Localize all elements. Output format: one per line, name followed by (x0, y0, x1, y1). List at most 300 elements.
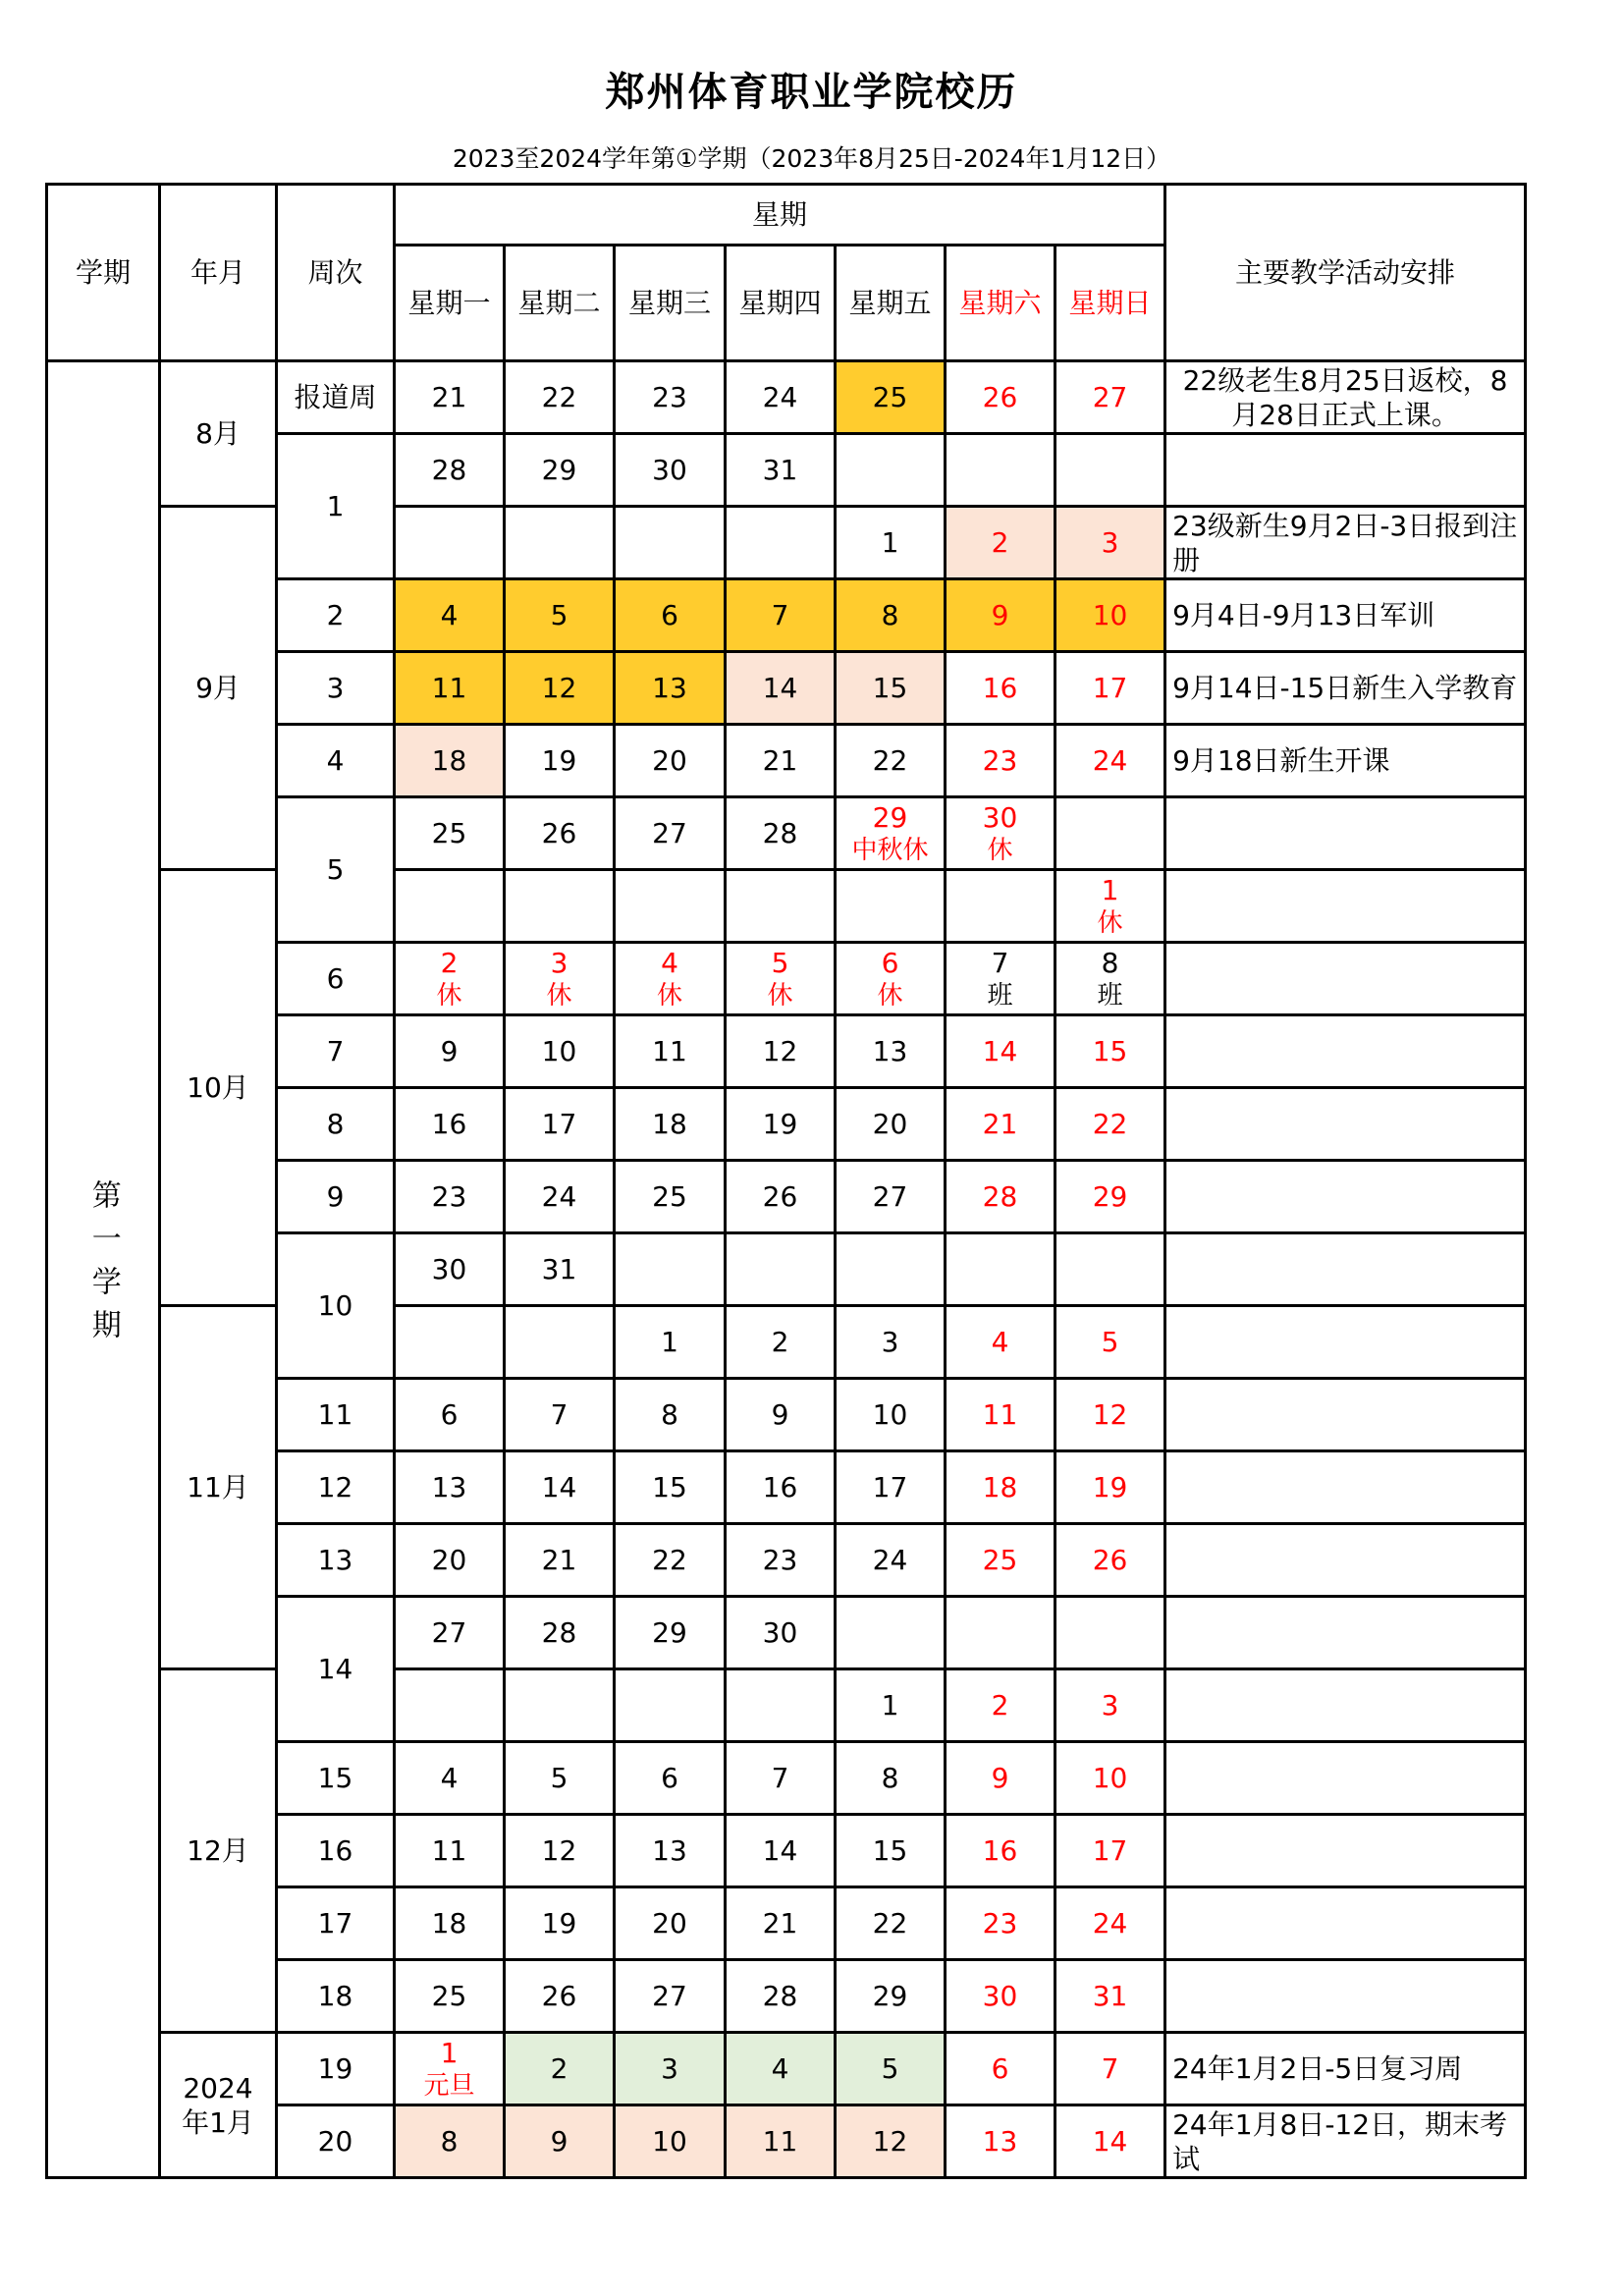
day-number: 24 (1092, 1907, 1128, 1940)
day-cell (395, 1379, 505, 1451)
day-cell (505, 2033, 615, 2105)
day-cell (395, 1233, 505, 1306)
day-cell (1055, 1379, 1165, 1451)
day-cell (946, 1015, 1055, 1088)
day-number: 28 (762, 1980, 798, 2012)
day-cell (946, 652, 1055, 725)
day-cell (726, 725, 836, 797)
day-cell (836, 1524, 946, 1597)
day-cell (395, 1669, 505, 1742)
day-cell (615, 1597, 726, 1669)
day-number: 27 (872, 1180, 908, 1213)
day-cell (726, 1161, 836, 1233)
activity-cell: 23级新生9月2日-3日报到注册 (1165, 507, 1526, 579)
week-number-cell: 5 (277, 797, 395, 943)
day-number: 23 (652, 381, 687, 413)
day-cell (395, 797, 505, 870)
day-number: 19 (541, 1907, 577, 1940)
day-cell (615, 579, 726, 652)
day-number: 1 (661, 1326, 678, 1358)
day-cell (395, 1451, 505, 1524)
day-number: 5 (1101, 1326, 1119, 1358)
term-cell (47, 361, 160, 2178)
day-number: 12 (762, 1035, 798, 1067)
activity-cell (1165, 1524, 1526, 1597)
day-number: 14 (982, 1035, 1018, 1067)
day-number: 12 (541, 672, 577, 704)
day-cell (946, 1597, 1055, 1669)
day-number: 9 (440, 1035, 459, 1067)
day-note: 休 (546, 980, 572, 1011)
day-cell (1055, 361, 1165, 434)
day-cell (505, 1233, 615, 1306)
day-cell (946, 870, 1055, 943)
day-number: 11 (431, 672, 467, 704)
day-number: 10 (872, 1398, 908, 1431)
day-cell (615, 1233, 726, 1306)
day-cell (1055, 1524, 1165, 1597)
day-cell (505, 1379, 615, 1451)
day-number: 9 (991, 599, 1009, 631)
day-cell (505, 725, 615, 797)
day-number: 25 (652, 1180, 687, 1213)
day-number: 7 (1101, 2052, 1119, 2085)
day-cell (726, 1815, 836, 1887)
day-number: 5 (550, 599, 568, 631)
day-number: 15 (872, 672, 908, 704)
week-number-cell: 16 (277, 1815, 395, 1887)
day-cell (836, 507, 946, 579)
day-cell (505, 1815, 615, 1887)
day-number: 19 (1092, 1471, 1128, 1503)
day-number: 28 (541, 1616, 577, 1649)
activity-cell (1165, 1669, 1526, 1742)
day-number: 26 (1092, 1544, 1128, 1576)
day-number: 10 (1092, 599, 1128, 631)
activity-cell: 24年1月2日-5日复习周 (1165, 2033, 1526, 2105)
table-row (47, 507, 1526, 579)
header-saturday: 星期六 (946, 246, 1055, 361)
day-cell (395, 652, 505, 725)
day-number: 25 (982, 1544, 1018, 1576)
day-number: 24 (872, 1544, 908, 1576)
day-number: 29 (872, 800, 908, 834)
day-cell (395, 1815, 505, 1887)
day-cell (726, 797, 836, 870)
day-number: 8 (661, 1398, 678, 1431)
week-number-cell: 18 (277, 1960, 395, 2033)
day-cell (836, 1015, 946, 1088)
activity-cell (1165, 1379, 1526, 1451)
day-number: 17 (872, 1471, 908, 1503)
day-number: 6 (991, 2052, 1009, 2085)
day-cell (946, 1524, 1055, 1597)
day-cell (836, 1088, 946, 1161)
week-number-cell: 11 (277, 1379, 395, 1451)
day-number: 12 (1092, 1398, 1128, 1431)
day-cell (726, 1960, 836, 2033)
day-cell (505, 1306, 615, 1379)
day-cell (505, 943, 615, 1015)
day-cell (946, 943, 1055, 1015)
day-cell (946, 1960, 1055, 2033)
day-number: 13 (431, 1471, 467, 1503)
day-cell (836, 361, 946, 434)
day-number: 2 (550, 2052, 568, 2085)
term-label: 第一学期 (85, 1178, 121, 1352)
day-cell (1055, 579, 1165, 652)
day-cell (505, 797, 615, 870)
day-cell (1055, 1015, 1165, 1088)
day-number: 25 (872, 381, 908, 413)
day-cell (615, 797, 726, 870)
day-cell (615, 943, 726, 1015)
activity-cell: 9月14日-15日新生入学教育 (1165, 652, 1526, 725)
day-number: 24 (541, 1180, 577, 1213)
header-wednesday: 星期三 (615, 246, 726, 361)
day-cell (726, 943, 836, 1015)
day-cell (615, 1451, 726, 1524)
day-cell (1055, 1887, 1165, 1960)
day-number: 13 (652, 1834, 687, 1867)
day-number: 3 (661, 2052, 678, 2085)
day-cell (836, 652, 946, 725)
day-note: 班 (1097, 980, 1123, 1011)
day-cell (836, 1815, 946, 1887)
week-number-cell: 20 (277, 2105, 395, 2178)
month-cell: 10月 (160, 870, 277, 1306)
day-cell (726, 1451, 836, 1524)
day-cell (946, 1815, 1055, 1887)
day-number: 3 (1101, 526, 1119, 559)
day-cell (946, 725, 1055, 797)
day-note: 休 (987, 835, 1013, 865)
day-number: 30 (431, 1253, 467, 1285)
day-cell (505, 579, 615, 652)
day-cell (726, 870, 836, 943)
week-number-cell: 10 (277, 1233, 395, 1379)
day-number: 21 (982, 1108, 1018, 1140)
day-cell (505, 1669, 615, 1742)
day-cell (946, 2033, 1055, 2105)
day-number: 9 (550, 2125, 568, 2158)
day-cell (1055, 1669, 1165, 1742)
day-cell (1055, 870, 1165, 943)
day-cell (836, 1161, 946, 1233)
day-cell (615, 1161, 726, 1233)
week-number-cell: 13 (277, 1524, 395, 1597)
day-number: 31 (541, 1253, 577, 1285)
day-number: 4 (991, 1326, 1009, 1358)
day-cell (505, 1015, 615, 1088)
day-cell (836, 1742, 946, 1815)
week-number-cell: 1 (277, 434, 395, 579)
day-number: 1 (440, 2036, 459, 2069)
day-cell (395, 507, 505, 579)
day-cell (1055, 1815, 1165, 1887)
day-number: 3 (550, 946, 568, 979)
day-cell (615, 1887, 726, 1960)
day-cell (836, 1669, 946, 1742)
day-number: 6 (881, 946, 899, 979)
day-number: 23 (982, 1907, 1018, 1940)
day-cell (726, 1669, 836, 1742)
day-cell (1055, 797, 1165, 870)
header-activities: 主要教学活动安排 (1165, 185, 1526, 361)
day-cell (395, 2105, 505, 2178)
day-cell (836, 1451, 946, 1524)
page-subtitle: 2023至2024学年第①学期（2023年8月25日-2024年1月12日） (452, 144, 1171, 173)
activity-cell (1165, 870, 1526, 943)
day-number: 29 (541, 454, 577, 486)
day-cell (946, 1669, 1055, 1742)
day-note: 班 (987, 980, 1013, 1011)
day-cell (395, 1524, 505, 1597)
day-cell (505, 434, 615, 507)
week-number-cell: 14 (277, 1597, 395, 1742)
day-number: 26 (762, 1180, 798, 1213)
day-number: 20 (652, 744, 687, 777)
day-cell (726, 652, 836, 725)
day-cell (726, 2105, 836, 2178)
day-cell (946, 1306, 1055, 1379)
day-number: 13 (982, 2125, 1018, 2158)
activity-cell: 22级老生8月25日返校，8月28日正式上课。 (1165, 361, 1526, 434)
activity-cell (1165, 1815, 1526, 1887)
day-cell (395, 725, 505, 797)
month-cell: 11月 (160, 1306, 277, 1669)
day-cell (395, 1960, 505, 2033)
day-cell (836, 2105, 946, 2178)
day-cell (836, 1887, 946, 1960)
day-cell (836, 1306, 946, 1379)
activity-cell (1165, 1306, 1526, 1379)
day-cell (1055, 1233, 1165, 1306)
day-number: 11 (982, 1398, 1018, 1431)
header-monday: 星期一 (395, 246, 505, 361)
activity-cell (1165, 943, 1526, 1015)
day-cell (1055, 1161, 1165, 1233)
day-cell (726, 579, 836, 652)
table-row (47, 870, 1526, 943)
week-number-cell: 15 (277, 1742, 395, 1815)
month-cell: 12月 (160, 1669, 277, 2033)
day-cell (1055, 725, 1165, 797)
day-cell (1055, 2105, 1165, 2178)
day-cell (505, 2105, 615, 2178)
day-number: 30 (982, 800, 1018, 834)
day-number: 8 (881, 1762, 899, 1794)
day-cell (836, 1379, 946, 1451)
day-number: 27 (652, 817, 687, 849)
day-number: 31 (1092, 1980, 1128, 2012)
day-number: 11 (431, 1834, 467, 1867)
day-number: 5 (881, 2052, 899, 2085)
day-number: 24 (762, 381, 798, 413)
week-number-cell: 8 (277, 1088, 395, 1161)
week-number-cell: 12 (277, 1451, 395, 1524)
day-cell (836, 725, 946, 797)
day-cell (615, 507, 726, 579)
day-number: 14 (541, 1471, 577, 1503)
day-number: 10 (1092, 1762, 1128, 1794)
day-cell (1055, 1742, 1165, 1815)
day-number: 18 (431, 744, 467, 777)
day-cell (1055, 1306, 1165, 1379)
day-number: 22 (541, 381, 577, 413)
header-friday: 星期五 (836, 246, 946, 361)
day-number: 10 (541, 1035, 577, 1067)
day-note: 休 (436, 980, 462, 1011)
day-number: 4 (771, 2052, 789, 2085)
day-number: 21 (431, 381, 467, 413)
day-cell (726, 2033, 836, 2105)
day-number: 4 (661, 946, 678, 979)
day-note: 休 (1097, 907, 1123, 938)
day-cell (505, 652, 615, 725)
day-number: 11 (762, 2125, 798, 2158)
week-number-cell: 17 (277, 1887, 395, 1960)
day-number: 15 (1092, 1035, 1128, 1067)
day-cell (946, 579, 1055, 652)
table-row (47, 361, 1526, 434)
day-number: 27 (431, 1616, 467, 1649)
day-number: 16 (431, 1108, 467, 1140)
day-number: 22 (872, 744, 908, 777)
day-cell (726, 1379, 836, 1451)
day-cell (1055, 1451, 1165, 1524)
day-note: 休 (656, 980, 682, 1011)
day-cell (505, 361, 615, 434)
day-cell (505, 1960, 615, 2033)
day-cell (1055, 507, 1165, 579)
header-sunday: 星期日 (1055, 246, 1165, 361)
day-number: 18 (982, 1471, 1018, 1503)
day-number: 23 (762, 1544, 798, 1576)
day-number: 17 (1092, 672, 1128, 704)
table-row (47, 2033, 1526, 2105)
day-number: 6 (661, 1762, 678, 1794)
day-cell (946, 2105, 1055, 2178)
week-number-cell: 9 (277, 1161, 395, 1233)
day-cell (505, 1161, 615, 1233)
day-cell (1055, 652, 1165, 725)
day-cell (946, 1161, 1055, 1233)
day-note: 休 (877, 980, 903, 1011)
day-cell (1055, 2033, 1165, 2105)
month-cell: 2024年1月 (160, 2033, 277, 2178)
day-cell (836, 1597, 946, 1669)
activity-cell: 24年1月8日-12日，期末考试 (1165, 2105, 1526, 2178)
day-cell (836, 1960, 946, 2033)
day-cell (615, 870, 726, 943)
activity-cell: 9月18日新生开课 (1165, 725, 1526, 797)
day-cell (395, 1015, 505, 1088)
day-cell (836, 579, 946, 652)
day-cell (946, 1742, 1055, 1815)
day-cell (615, 434, 726, 507)
week-number-cell: 4 (277, 725, 395, 797)
activity-cell (1165, 1161, 1526, 1233)
activity-cell (1165, 1015, 1526, 1088)
day-number: 14 (1092, 2125, 1128, 2158)
activity-cell (1165, 797, 1526, 870)
day-cell (395, 579, 505, 652)
day-cell (726, 434, 836, 507)
day-number: 24 (1092, 744, 1128, 777)
day-cell (946, 1233, 1055, 1306)
day-number: 8 (440, 2125, 459, 2158)
day-cell (615, 2033, 726, 2105)
day-number: 22 (872, 1907, 908, 1940)
day-number: 16 (982, 672, 1018, 704)
activity-cell: 9月4日-9月13日军训 (1165, 579, 1526, 652)
day-number: 4 (440, 599, 459, 631)
day-cell (726, 1088, 836, 1161)
day-number: 28 (431, 454, 467, 486)
day-number: 26 (541, 1980, 577, 2012)
day-cell (395, 2033, 505, 2105)
day-cell (615, 1742, 726, 1815)
day-cell (615, 1960, 726, 2033)
week-number-cell: 7 (277, 1015, 395, 1088)
day-cell (615, 1524, 726, 1597)
activity-cell (1165, 1742, 1526, 1815)
activity-cell (1165, 434, 1526, 507)
day-cell (615, 361, 726, 434)
day-number: 23 (431, 1180, 467, 1213)
day-cell (395, 1161, 505, 1233)
day-number: 7 (771, 599, 789, 631)
day-cell (615, 1088, 726, 1161)
day-cell (615, 1815, 726, 1887)
day-cell (615, 1379, 726, 1451)
day-number: 16 (982, 1834, 1018, 1867)
day-number: 21 (762, 1907, 798, 1940)
day-number: 7 (771, 1762, 789, 1794)
day-cell (946, 1379, 1055, 1451)
header-tuesday: 星期二 (505, 246, 615, 361)
header-term: 学期 (47, 185, 160, 361)
day-cell (726, 361, 836, 434)
day-cell (946, 434, 1055, 507)
day-cell (836, 434, 946, 507)
day-number: 20 (431, 1544, 467, 1576)
day-number: 15 (872, 1834, 908, 1867)
day-number: 5 (550, 1762, 568, 1794)
day-number: 28 (762, 817, 798, 849)
month-cell: 9月 (160, 507, 277, 870)
day-cell (395, 870, 505, 943)
table-row (47, 1669, 1526, 1742)
day-number: 22 (652, 1544, 687, 1576)
week-number-cell: 19 (277, 2033, 395, 2105)
day-number: 7 (550, 1398, 568, 1431)
day-note: 元旦 (423, 2070, 475, 2101)
day-cell (505, 870, 615, 943)
day-number: 14 (762, 1834, 798, 1867)
day-cell (946, 507, 1055, 579)
day-number: 17 (1092, 1834, 1128, 1867)
day-cell (836, 1233, 946, 1306)
day-number: 18 (431, 1907, 467, 1940)
day-number: 26 (982, 381, 1018, 413)
day-cell (615, 1015, 726, 1088)
day-cell (726, 1887, 836, 1960)
day-number: 1 (881, 1689, 899, 1722)
day-cell (615, 2105, 726, 2178)
header-week: 周次 (277, 185, 395, 361)
